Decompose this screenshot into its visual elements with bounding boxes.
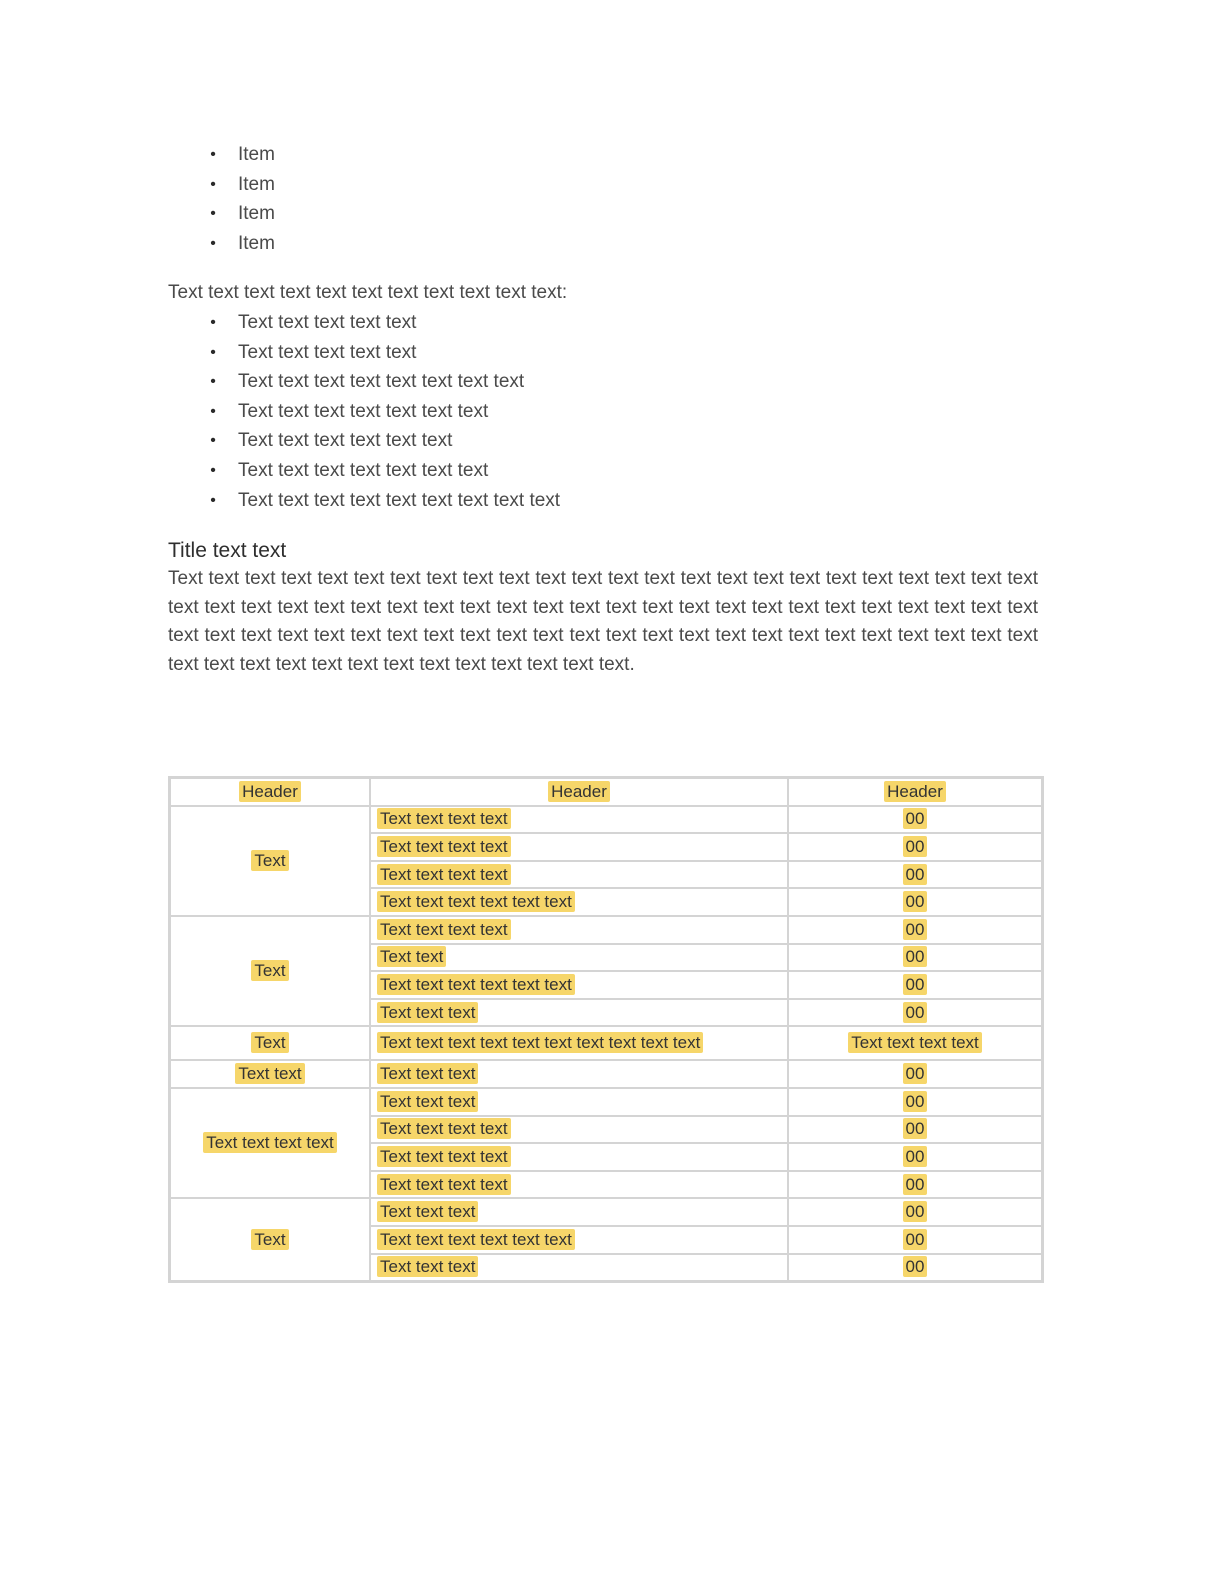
criterion-cell: Text text text text xyxy=(170,1088,371,1198)
points-cell: 00 xyxy=(788,1254,1043,1282)
points-cell: 00 xyxy=(788,971,1043,999)
bullet-icon: • xyxy=(210,432,216,450)
description-cell: Text text xyxy=(370,944,788,972)
table-row xyxy=(170,1060,1043,1088)
description-cell: Text text text xyxy=(370,1254,788,1282)
table-row xyxy=(170,1026,1043,1060)
list-item: • Text text text text text text text xyxy=(206,397,1038,427)
description-cell: Text text text xyxy=(370,1060,788,1088)
points-cell: 00 xyxy=(788,916,1043,944)
description-cell: Text text text text text text xyxy=(370,971,788,999)
table-header-row xyxy=(170,778,1043,806)
list-item: • Text text text text text xyxy=(206,308,1038,338)
description-cell: Text text text text xyxy=(370,833,788,861)
list-item: • Text text text text text xyxy=(206,338,1038,368)
bullet-icon: • xyxy=(210,491,216,509)
description-cell: Text text text text text text xyxy=(370,1226,788,1254)
intro-text: Text text text text text text text text text text text: xyxy=(168,282,568,304)
list-item: • Text text text text text text xyxy=(206,426,1038,456)
bullet-icon: • xyxy=(210,146,216,163)
bullet-icon: • xyxy=(210,402,216,420)
section-paragraph: Text text text text text text text text text text text text text text text text text text text text text text text text text text text text text text text text text text text text text text text text text text text text text text text text text text text text text text text text text text text text text text text text text text text text text text text text text text text text text text text text text text text text text. xyxy=(168,568,1038,675)
description-cell: Text text text text text text xyxy=(370,888,788,916)
criterion-cell: Text xyxy=(170,1198,371,1281)
points-cell: 00 xyxy=(788,1116,1043,1144)
points-cell: 00 xyxy=(788,1060,1043,1088)
description-cell: Text text text xyxy=(370,999,788,1027)
bullet-icon: • xyxy=(210,234,216,252)
description-cell: Text text text text xyxy=(370,806,788,834)
list-item: • Item xyxy=(206,229,1038,259)
description-cell: Text text text text xyxy=(370,1171,788,1199)
list-item: • Text text text text text text text text text xyxy=(206,486,1038,516)
column-header: Header xyxy=(788,778,1043,806)
description-cell: Text text text text xyxy=(370,916,788,944)
criterion-cell: Text xyxy=(170,916,371,1026)
table-row xyxy=(170,806,1043,834)
table-row xyxy=(170,916,1043,944)
criterion-cell: Text xyxy=(170,1026,371,1060)
feature-list xyxy=(168,140,1038,258)
section-heading: Title text text xyxy=(168,539,287,563)
points-cell: 00 xyxy=(788,1143,1043,1171)
points-cell: 00 xyxy=(788,833,1043,861)
points-cell: 00 xyxy=(788,944,1043,972)
points-cell: 00 xyxy=(788,1171,1043,1199)
column-header: Header xyxy=(370,778,788,806)
points-cell: 00 xyxy=(788,1088,1043,1116)
operations-list xyxy=(168,308,1038,515)
points-cell: 00 xyxy=(788,806,1043,834)
list-item: • Item xyxy=(206,199,1038,229)
list-item: • Item xyxy=(206,170,1038,200)
scoring-table xyxy=(168,776,1044,1283)
description-cell: Text text text xyxy=(370,1198,788,1226)
points-cell: Text text text text xyxy=(788,1026,1043,1060)
points-cell: 00 xyxy=(788,861,1043,889)
bullet-icon: • xyxy=(210,373,216,391)
document-page xyxy=(168,140,1038,680)
description-cell: Text text text text xyxy=(370,861,788,889)
list-item: • Text text text text text text text text xyxy=(206,367,1038,397)
points-cell: 00 xyxy=(788,1226,1043,1254)
bullet-icon: • xyxy=(210,313,216,331)
list-item: • Text text text text text text text xyxy=(206,456,1038,486)
bullet-icon: • xyxy=(210,461,216,479)
list-item: • Item xyxy=(206,140,1038,170)
points-cell: 00 xyxy=(788,1198,1043,1226)
points-cell: 00 xyxy=(788,888,1043,916)
table-row xyxy=(170,1088,1043,1116)
bullet-icon: • xyxy=(210,205,216,223)
description-cell: Text text text text xyxy=(370,1143,788,1171)
bullet-icon: • xyxy=(210,175,216,193)
bullet-icon: • xyxy=(210,343,216,361)
description-cell: Text text text text text text text text text text xyxy=(370,1026,788,1060)
points-cell: 00 xyxy=(788,999,1043,1027)
description-cell: Text text text text xyxy=(370,1116,788,1144)
column-header: Header xyxy=(170,778,371,806)
criterion-cell: Text text xyxy=(170,1060,371,1088)
description-cell: Text text text xyxy=(370,1088,788,1116)
criterion-cell: Text xyxy=(170,806,371,916)
table-row xyxy=(170,1198,1043,1226)
